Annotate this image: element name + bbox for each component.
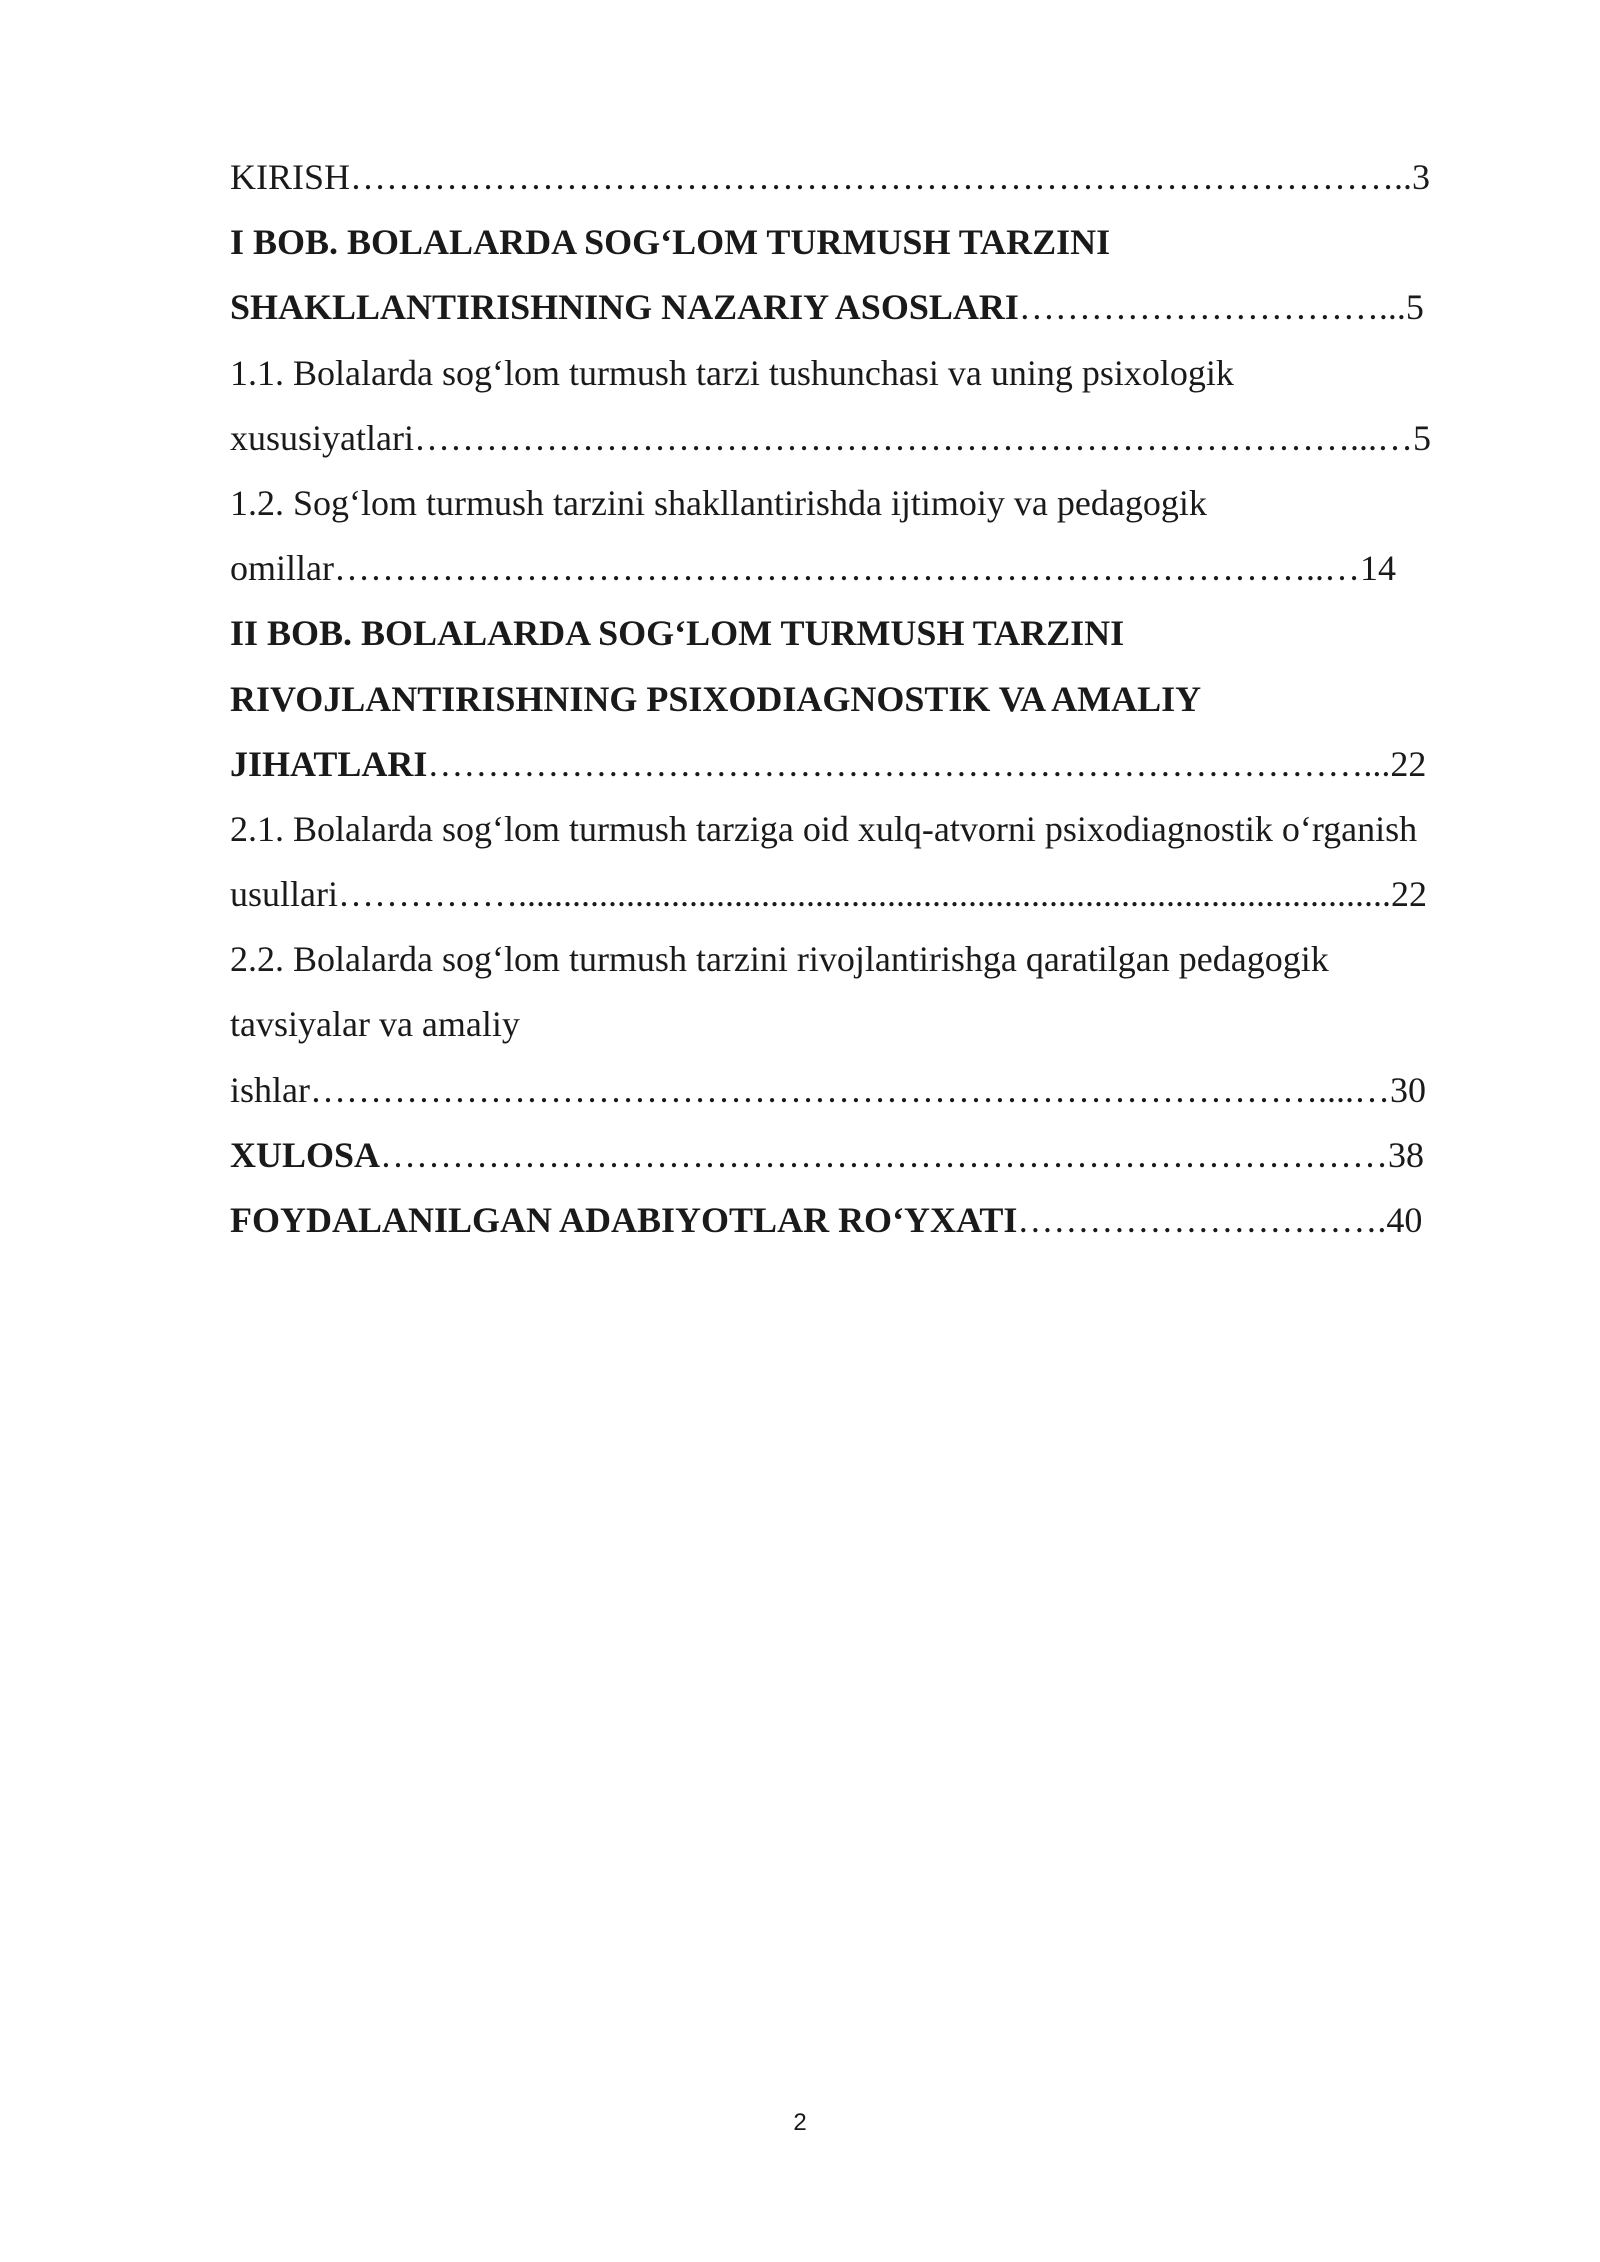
toc-entry-title: usullari xyxy=(230,874,338,915)
toc-section-1-1-line-1 xyxy=(230,341,1490,406)
toc-section-1-2-line-1 xyxy=(230,471,1490,536)
toc-entry-title: tavsiyalar va amaliy xyxy=(230,1004,520,1045)
toc-chapter-2-line-2 xyxy=(230,667,1490,732)
toc-chapter-1-line-1 xyxy=(230,210,1490,275)
toc-section-2-2-line-2 xyxy=(230,992,1490,1057)
toc-section-1-1-line-2 xyxy=(230,406,1490,471)
toc-leader: …………………………...5 xyxy=(1018,287,1424,328)
toc-entry-title: I BOB. BOLALARDA SOG‘LOM TURMUSH TARZINI xyxy=(230,222,1111,263)
toc-section-2-1-line-2 xyxy=(230,862,1490,927)
toc-section-2-2-line-3 xyxy=(230,1058,1490,1123)
toc-leader: ………………………….40 xyxy=(1017,1200,1423,1240)
toc-entry-title: XULOSA xyxy=(230,1134,381,1175)
toc-entry-title: JIHATLARI xyxy=(230,743,428,784)
toc-entry-title: KIRISH xyxy=(230,157,351,197)
toc-entry-title: II BOB. BOLALARDA SOG‘LOM TURMUSH TARZINI xyxy=(230,613,1125,654)
toc-section-2-1-line-1 xyxy=(230,797,1490,862)
toc-entry-title: SHAKLLANTIRISHNING NAZARIY ASOSLARI xyxy=(230,287,1019,328)
toc-entry-bibliography xyxy=(230,1188,1490,1253)
page-number: 2 xyxy=(793,2109,807,2136)
toc-leader: …………………………………………………………………………38 xyxy=(380,1134,1425,1175)
toc-entry-title: 1.2. Sog‘lom turmush tarzini shakllantirishda ijtimoiy va pedagogik xyxy=(230,482,1207,523)
toc-entry-title: RIVOJLANTIRISHNING PSIXODIAGNOSTIK VA AMALIY xyxy=(230,678,1202,719)
toc-entry-title: ishlar xyxy=(230,1069,310,1110)
toc-leader: ……………………………………………………………………...…5 xyxy=(413,417,1431,458)
toc-chapter-1-line-2 xyxy=(230,275,1490,340)
toc-section-1-2-line-2 xyxy=(230,536,1490,601)
toc-entry-title: xususiyatlari xyxy=(230,417,414,458)
toc-entry-title: 1.1. Bolalarda sog‘lom turmush tarzi tushunchasi va uning psixologik xyxy=(230,352,1234,393)
toc-entry-title: omillar xyxy=(230,548,334,589)
toc-entry-title: FOYDALANILGAN ADABIYOTLAR RO‘YXATI xyxy=(230,1200,1018,1240)
toc-entry-xulosa xyxy=(230,1123,1490,1188)
toc-leader: …………………………………………………………………………....…30 xyxy=(309,1069,1426,1110)
toc-entry-title: 2.2. Bolalarda sog‘lom turmush tarzini rivojlantirishga qaratilgan pedagogik xyxy=(230,939,1329,980)
toc-section-2-2-line-1 xyxy=(230,927,1490,992)
toc-leader: ……………………………………………………………………………..3 xyxy=(350,157,1431,197)
toc-chapter-2-line-3 xyxy=(230,732,1490,797)
toc-entry-kirish xyxy=(230,145,1490,210)
toc-leader: ………………………………………………………………………..…14 xyxy=(333,548,1396,589)
toc-leader: ……………………………………………………………………...22 xyxy=(427,743,1427,784)
toc-leader: …………….................................................................................................22 xyxy=(337,874,1427,915)
toc-chapter-2-line-1 xyxy=(230,601,1490,666)
table-of-contents xyxy=(230,145,1490,1253)
toc-entry-title: 2.1. Bolalarda sog‘lom turmush tarziga oid xulq-atvorni psixodiagnostik o‘rganish xyxy=(230,808,1418,849)
